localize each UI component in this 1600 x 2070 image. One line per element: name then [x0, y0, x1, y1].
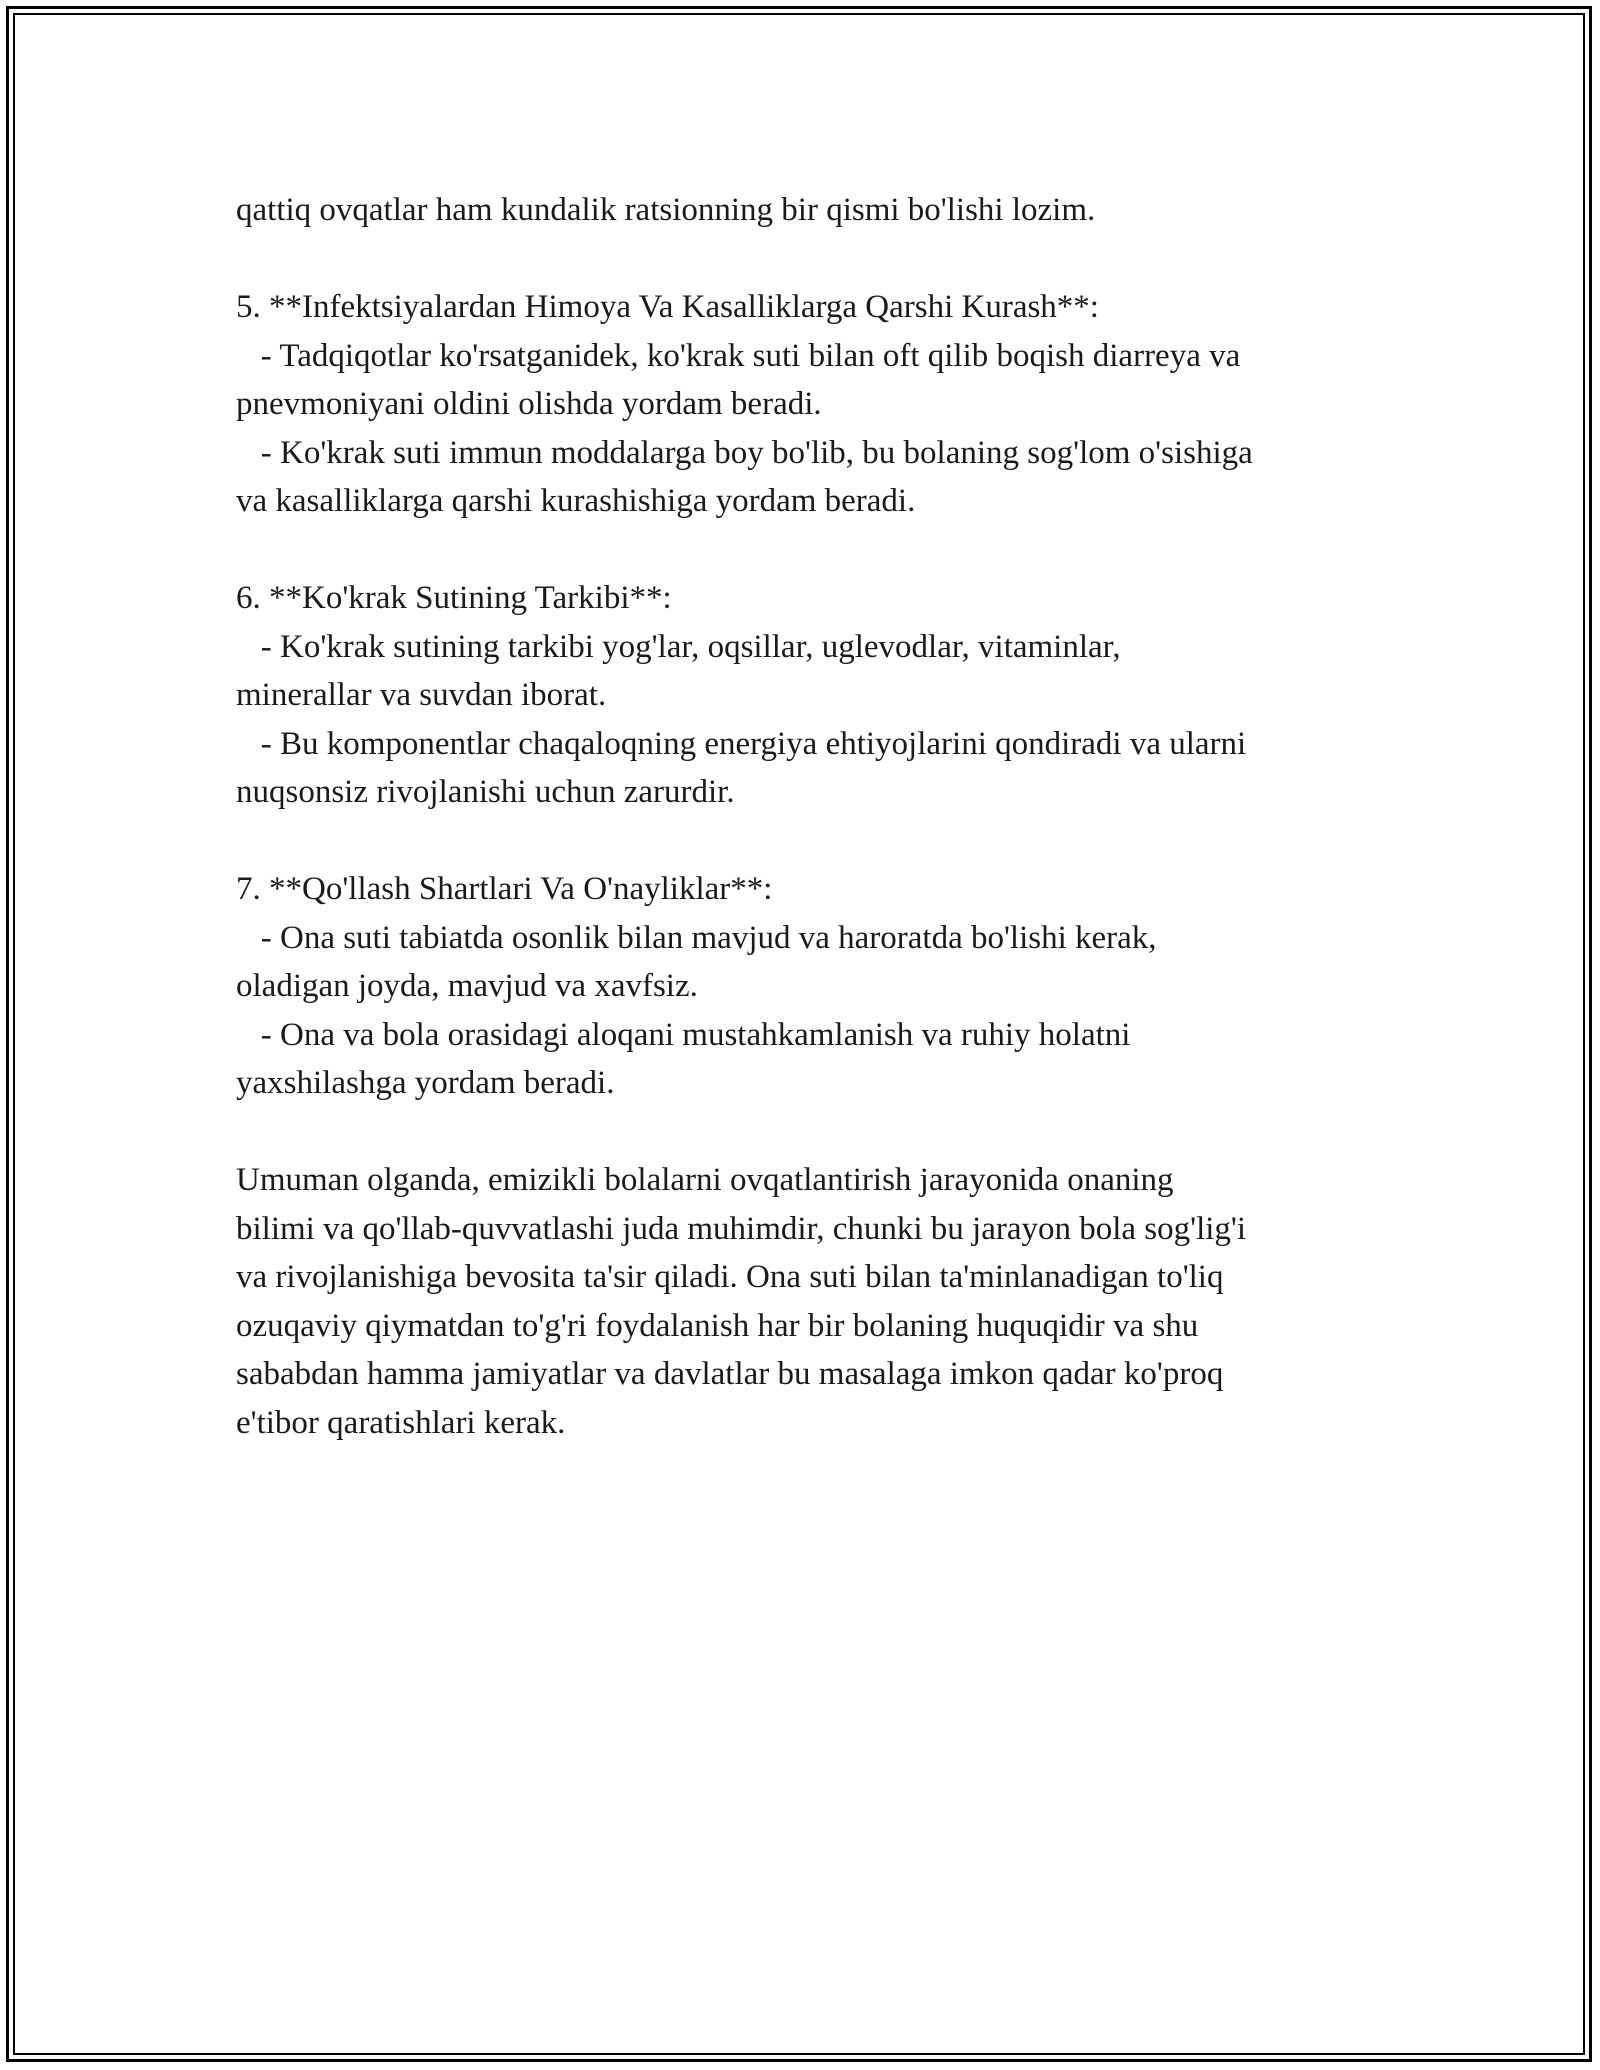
section-heading: 7. **Qo'llash Shartlari Va O'nayliklar**: — [236, 871, 773, 907]
conclusion-line: sababdan hamma jamiyatlar va davlatlar bu masalaga imkon qadar ko'proq — [236, 1356, 1224, 1392]
section-line: - Tadqiqotlar ko'rsatganidek, ko'krak suti bilan oft qilib boqish diarreya va — [236, 337, 1241, 374]
section-line: va kasalliklarga qarshi kurashishiga yordam beradi. — [236, 483, 916, 519]
intro-line: qattiq ovqatlar ham kundalik ratsionning bir qismi bo'lishi lozim. — [236, 192, 1096, 228]
conclusion-paragraph — [236, 1156, 1376, 1447]
document-body — [236, 186, 1376, 1496]
section-line: minerallar va suvdan iborat. — [236, 677, 607, 713]
intro-paragraph — [236, 186, 1376, 235]
section-line: - Ona va bola orasidagi aloqani mustahkamlanish va ruhiy holatni — [236, 1016, 1131, 1053]
section-5 — [236, 283, 1376, 526]
conclusion-line: va rivojlanishiga bevosita ta'sir qiladi. Ona suti bilan ta'minlanadigan to'liq — [236, 1259, 1224, 1295]
section-line: nuqsonsiz rivojlanishi uchun zarurdir. — [236, 774, 735, 810]
section-line: oladigan joyda, mavjud va xavfsiz. — [236, 968, 698, 1004]
section-line: - Bu komponentlar chaqaloqning energiya ehtiyojlarini qondiradi va ularni — [236, 725, 1247, 762]
section-line: - Ona suti tabiatda osonlik bilan mavjud va haroratda bo'lishi kerak, — [236, 919, 1157, 956]
conclusion-line: ozuqaviy qiymatdan to'g'ri foydalanish har bir bolaning huquqidir va shu — [236, 1307, 1199, 1344]
conclusion-line: Umuman olganda, emizikli bolalarni ovqatlantirish jarayonida onaning — [236, 1162, 1174, 1198]
section-line: - Ko'krak sutining tarkibi yog'lar, oqsillar, uglevodlar, vitaminlar, — [236, 628, 1121, 665]
conclusion-line: bilimi va qo'llab-quvvatlashi juda muhimdir, chunki bu jarayon bola sog'lig'i — [236, 1210, 1247, 1247]
section-heading: 6. **Ko'krak Sutining Tarkibi**: — [236, 580, 672, 616]
section-line: yaxshilashga yordam beradi. — [236, 1065, 615, 1101]
conclusion-line: e'tibor qaratishlari kerak. — [236, 1404, 566, 1441]
section-line: - Ko'krak suti immun moddalarga boy bo'lib, bu bolaning sog'lom o'sishiga — [236, 434, 1253, 471]
section-line: pnevmoniyani oldini olishda yordam beradi. — [236, 386, 822, 422]
section-7 — [236, 865, 1376, 1108]
section-heading: 5. **Infektsiyalardan Himoya Va Kasalliklarga Qarshi Kurash**: — [236, 289, 1099, 325]
section-6 — [236, 574, 1376, 817]
